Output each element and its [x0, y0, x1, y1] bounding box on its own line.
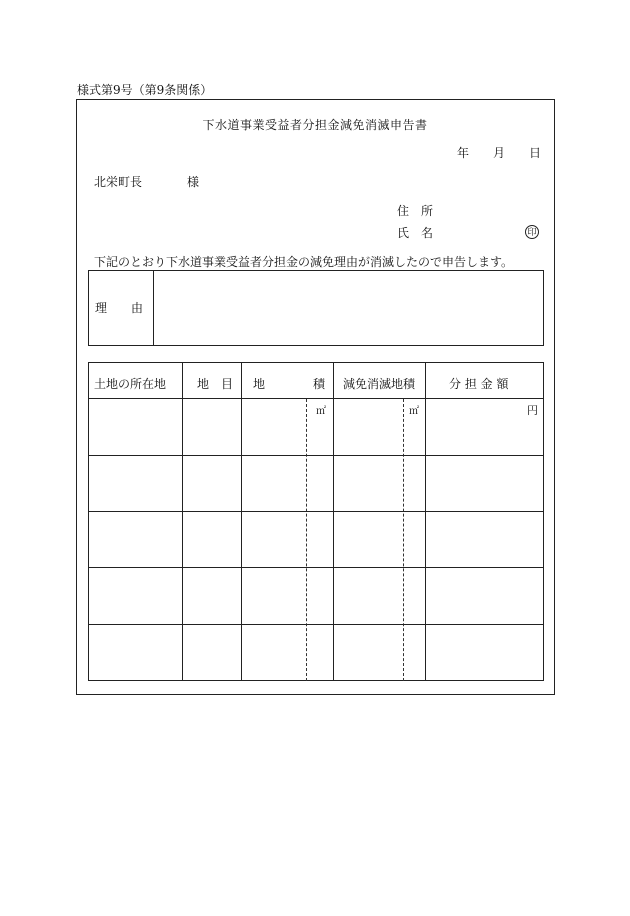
date-day-label: 日 — [529, 146, 542, 160]
header-amount: 分 担 金 額 — [449, 377, 509, 391]
table-column-divider — [333, 362, 334, 681]
header-land-category: 地 目 — [197, 377, 234, 391]
header-reduced-area: 減免消滅地積 — [343, 377, 416, 391]
unit-square-meter: ㎡ — [409, 406, 419, 417]
reduced-area-subdivider — [403, 399, 404, 681]
table-row-divider — [88, 455, 544, 456]
document-title: 下水道事業受益者分担金減免消滅申告書 — [202, 118, 428, 132]
table-column-divider — [425, 362, 426, 681]
area-subdivider — [306, 399, 307, 681]
date-month-label: 月 — [493, 146, 506, 160]
table-column-divider — [241, 362, 242, 681]
date-year-label: 年 — [457, 146, 470, 160]
table-row-divider — [88, 624, 544, 625]
reason-label: 理 由 — [95, 301, 144, 315]
unit-yen: 円 — [527, 404, 538, 417]
addressee-honorific: 様 — [187, 175, 200, 189]
table-column-divider — [182, 362, 183, 681]
statement-text: 下記のとおり下水道事業受益者分担金の減免理由が消滅したので申告します。 — [94, 255, 514, 269]
header-location: 土地の所在地 — [94, 377, 167, 391]
table-row-divider — [88, 511, 544, 512]
reason-divider — [153, 270, 154, 346]
table-row-divider — [88, 398, 544, 399]
header-area-right: 積 — [313, 377, 326, 391]
table-row-divider — [88, 567, 544, 568]
addressee-name: 北栄町長 — [94, 175, 143, 189]
seal-mark: 印 — [525, 225, 539, 239]
reason-box — [88, 270, 544, 346]
header-area-left: 地 — [253, 377, 266, 391]
form-number-label: 様式第9号（第9条関係） — [77, 83, 213, 97]
address-label: 住 所 — [397, 204, 434, 218]
name-label: 氏 名 — [397, 226, 434, 240]
unit-square-meter: ㎡ — [316, 406, 326, 417]
